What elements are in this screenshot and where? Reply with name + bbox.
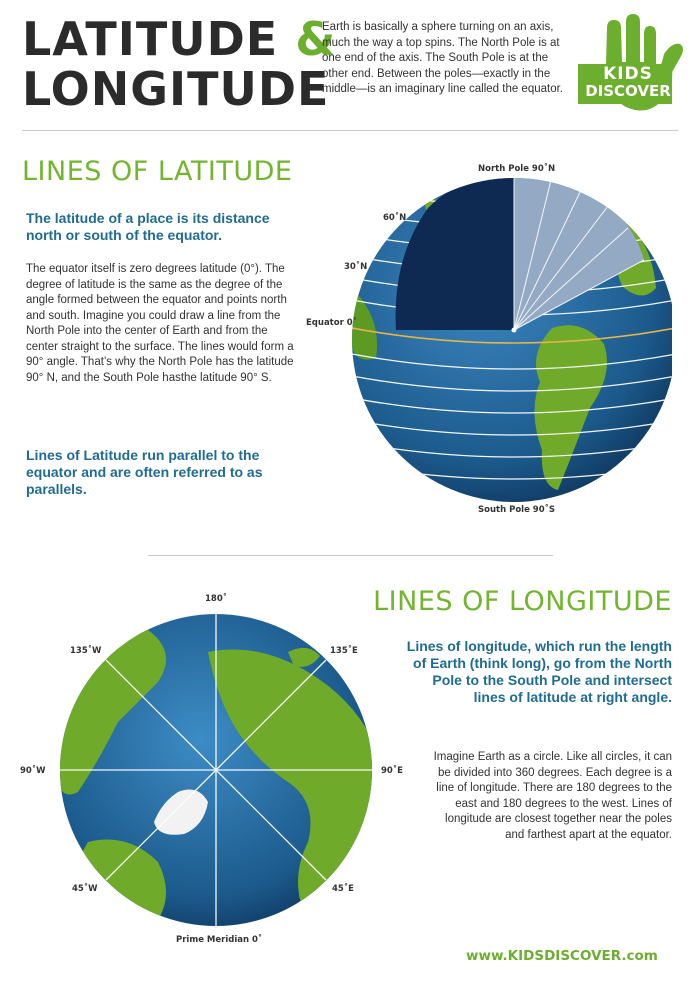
logo-kids: KIDS [603, 64, 653, 84]
label-90e: 90˚E [381, 766, 403, 776]
longitude-globe [58, 612, 378, 932]
kids-discover-logo [576, 14, 688, 120]
title-line-longitude: LONGITUDE [22, 62, 330, 116]
latitude-heading: LINES OF LATITUDE [22, 156, 293, 187]
title-ampersand: & [295, 12, 337, 66]
latitude-body: The equator itself is zero degrees latitude (0°). The degree of latitude is the same as the degree of the angle formed between the equator and points north and south. Imagine you could draw a line from the North Pole into the center of Earth and from the center straight to the surface. The lines would form a 90° angle. That’s why the North Pole has the latitude 90° N, and the South Pole hasthe latitude 90° S. [26, 263, 294, 384]
label-equator: Equator 0˚ [306, 318, 357, 328]
longitude-body: Imagine Earth as a circle. Like all circles, it can be divided into 360 degrees. Each degree is a line of longitude. There are 180 degrees to the east and 180 degrees to the west. Lines of longitude are closest together near the poles and farthest apart at the equator. [433, 751, 672, 841]
longitude-lead: Lines of longitude, which run the length of Earth (think long), go from the North Pole to the South Pole and intersect lines of latitude at right angle. [406, 638, 672, 705]
latitude-closing: Lines of Latitude run parallel to the equator and are often referred to as parallels. [26, 447, 263, 497]
label-south-pole: South Pole 90˚S [478, 505, 555, 515]
label-60n: 60˚N [383, 213, 407, 223]
logo-discover: DISCOVER [585, 82, 671, 100]
section-divider [148, 555, 553, 556]
intro-paragraph: Earth is basically a sphere turning on an axis, much the way a top spins. The North Pole is at one end of the axis. The South Pole is at the other end. Between the poles—exactly in the middle—is an imaginary line called the equator. [322, 21, 563, 95]
latitude-lead: The latitude of a place is its distance north or south of the equator. [26, 210, 270, 243]
header-divider [22, 130, 678, 131]
label-30n: 30˚N [344, 262, 368, 272]
logo-text [584, 66, 672, 100]
label-180: 180˚ [205, 594, 227, 604]
page-title [22, 14, 336, 114]
label-90w: 90˚W [20, 766, 46, 776]
label-45w: 45˚W [72, 884, 98, 894]
label-135e: 135˚E [330, 646, 358, 656]
longitude-heading: LINES OF LONGITUDE [373, 586, 672, 617]
label-135w: 135˚W [70, 646, 102, 656]
title-line-latitude: LATITUDE [22, 12, 279, 66]
longitude-globe-graphic [58, 612, 378, 932]
footer-url[interactable]: www.KIDSDISCOVER.com [466, 948, 658, 964]
label-45e: 45˚E [332, 884, 354, 894]
label-prime-meridian: Prime Meridian 0˚ [176, 935, 263, 945]
label-north-pole: North Pole 90˚N [478, 164, 556, 174]
